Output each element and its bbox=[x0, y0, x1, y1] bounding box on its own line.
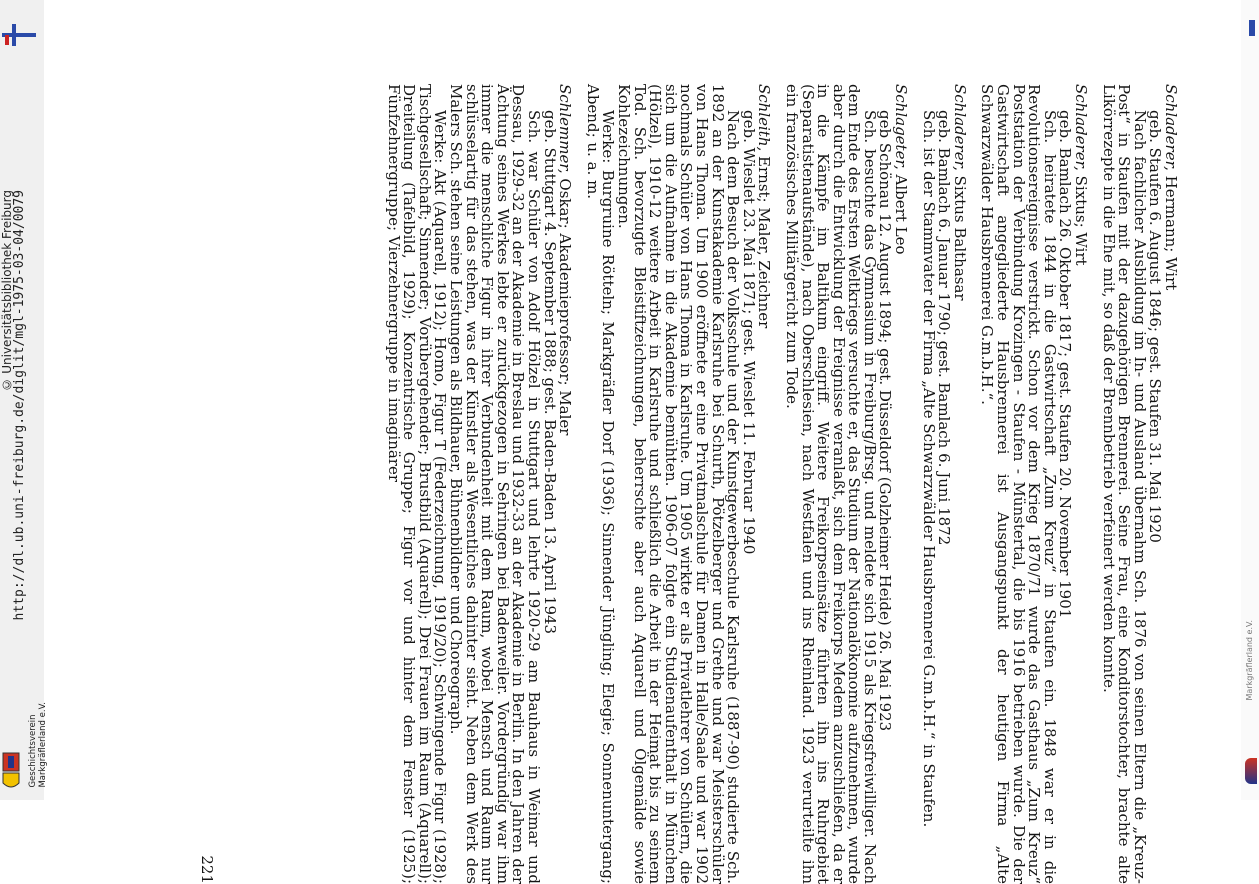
biography-entry bbox=[583, 84, 774, 884]
biography-entry bbox=[1100, 84, 1178, 884]
edge-marker-icon bbox=[1249, 20, 1255, 36]
entry-name: Schladerer, bbox=[1072, 84, 1091, 171]
entry-role: Ernst; Maler, Zeichner bbox=[755, 151, 774, 329]
society-crest-icon bbox=[2, 752, 20, 792]
edge-crest-icon bbox=[1245, 758, 1257, 784]
biography-entry bbox=[384, 84, 575, 884]
document-url[interactable]: http://dl.ub.uni-freiburg.de/diglit/mgl-1975-03-04/0079 bbox=[12, 190, 27, 621]
biography-entries bbox=[385, 84, 1178, 884]
society-name bbox=[28, 702, 48, 788]
entry-role: Sixtus; Wirt bbox=[1072, 170, 1091, 266]
page-number: 221 bbox=[197, 855, 216, 884]
viewer-sidebar bbox=[0, 0, 48, 800]
entry-role: Sixtus Balthasar bbox=[950, 170, 969, 301]
right-edge bbox=[1241, 0, 1259, 800]
entry-name: Schladerer, bbox=[950, 84, 969, 171]
entry-role: Hermann; Wirt bbox=[1162, 170, 1180, 291]
entry-paragraph: Nach dem Besuch der Volksschule und der Kunstgewerbeschule Karlsruhe (1887-90) studierte Sch. 1892 an der Kunstakademie Karlsruhe bei Schurth, Pötzelberger und Grethe und war Meisterschüler von Hans Thoma. Um 1900 eröffnete er eine Privatmalschule für Damen in Halle/Saale und war 1902 nochmals Schüler von Hans Thoma in Karlsruhe. Um 1905 wirkte er als Privatlehrer von Schülern, die sich um die Aufnahme in die Akademie bemühten. 1906-07 folgte ein Studienaufenthalt in München (Hölzel), 1910-12 weitere Arbeit in Karlsruhe und schließlich die Arbeit in der Heimat bis zu seinem Tod. Sch. bevorzugte Bleistiftzeichnungen, beherrschte aber auch Aquarell und Ölgemälde sowie Kohlezeichnungen. bbox=[615, 84, 743, 884]
entry-heading bbox=[557, 84, 573, 884]
copyright-notice: © Universitätsbibliothek Freiburg bbox=[0, 190, 14, 392]
society-line-1: Geschichtsverein bbox=[28, 714, 38, 788]
entry-paragraph: Sch. besuchte das Gymnasium in Freiburg/Brsg. und meldete sich 1915 als Kriegsfreiwilliger. Nach dem Ende des Ersten Weltkriegs versuchte er, das Studium der Nationalökonomie aufzunehmen, wurde aber durch die Entwicklung der Ereignisse veranlaßt, sich dem Freikorps Medem anzuschließen, da er in die Kämpfe im Baltikum eingriff. Weitere Freikorpseinsätze führten ihn ins Ruhrgebiet (Separatistenaufstände), nach Oberschlesien, nach Westfalen und ins Rheinland. 1923 verurteilte ihn ein französisches Militärgericht zum Tode. bbox=[782, 84, 879, 884]
entry-paragraph: Sch. heiratete 1844 in die Gastwirtschaft „Zum Kreuz“ in Staufen ein. 1848 war er in die Revolutionsereignisse verstrickt. Schon vor dem Krieg 1870/71 wurde das Gasthaus „Zum Kreuz“ Poststation der Verbindung Krozingen - Staufen - Münstertal, die bis 1916 betrieben wurde. Die der Gastwirtschaft angegliederte Hausbrennerei ist Ausgangspunkt der heutigen Firma „Alte Schwarzwälder Hausbrennerei G.m.b.H.“. bbox=[978, 84, 1059, 884]
entry-heading bbox=[1072, 84, 1091, 884]
society-line-2: Markgräflerland e.V. bbox=[38, 702, 48, 788]
entry-paragraph: Sch. ist der Stammvater der Firma „Alte Schwarzwälder Hausbrennerei G.m.b.H.“ in Staufen. bbox=[919, 110, 938, 828]
entry-paragraph: Sch. war Schüler von Adolf Hölzel in Stuttgart und lehrte 1920-29 am Bauhaus in Weimar und Dessau, 1929-32 an der Akademie in Breslau und 1932-33 an der Akademie in Berlin. In den Jahren der Ächtung seines Werkes lebte er zurückgezogen in Sehringen bei Badenweiler. Vordergründig war ihm immer die menschliche Figur in ihrer Verbundenheit mit dem Raum, wobei Mensch und Raum nur schlüsselartig für das stehen, was der Künstler als Wesentliches dahinter sieht. Neben dem Werk des Malers Sch. stehen seine Leistungen als Bildhauer, Bühnenbildner und Choreograph. bbox=[447, 84, 544, 884]
right-edge-label: Markgräflerland e.V. bbox=[1245, 620, 1254, 701]
entry-name: Schlemmer, bbox=[556, 84, 575, 174]
entry-life-dates: geb. Wieslet 23. Mai 1871; gest. Wieslet 11. Februar 1940 bbox=[739, 110, 758, 555]
entry-life-dates: geb. Stuttgart 4. September 1888; gest. Baden-Baden 13. April 1943 bbox=[540, 110, 559, 635]
entry-role: Oskar; Akademieprofessor; Maler bbox=[556, 173, 575, 436]
entry-name: Schladerer, bbox=[1162, 84, 1180, 171]
entry-life-dates: geb Schönau 12. August 1894; gest. Düsseldorf (Golzheimer Heide) 26. Mai 1923 bbox=[876, 110, 895, 732]
entry-heading bbox=[756, 84, 772, 884]
biography-entry bbox=[978, 84, 1091, 884]
entry-name: Schlageter, bbox=[892, 84, 911, 170]
entry-paragraph: Nach fachlicher Ausbildung im In- und Ausland übernahm Sch. 1876 von seinen Eltern die „Kreuz-Post“ in Staufen mit der dazugehörigen Brennerei. Seine Frau, eine Konditorstochter, brachte alte Likörrezepte in die Ehe mit, so daß der Brennbetrieb verfeinert werden konnte. bbox=[1099, 84, 1149, 884]
entry-life-dates: geb. Bamlach 26. Oktober 1817; gest. Staufen 20. November 1901 bbox=[1056, 110, 1075, 619]
entry-heading bbox=[1162, 84, 1178, 884]
biography-entry bbox=[920, 84, 967, 884]
entry-heading bbox=[893, 84, 909, 884]
navigation-icon[interactable] bbox=[2, 22, 36, 48]
book-page bbox=[198, 84, 1178, 884]
biography-entry bbox=[782, 84, 911, 884]
entry-paragraph: Werke: Burgruine Rötteln; Markgräfler Dorf (1936); Sinnender Jüngling; Elegie; Sonnenuntergang; Abend; u. a. m. bbox=[583, 84, 618, 884]
entry-name: Schleith, bbox=[755, 84, 774, 152]
entry-life-dates: geb. Bamlach 6. Januar 1790; gest. Bamlach 6. Juni 1872 bbox=[935, 110, 954, 546]
entry-paragraph: Werke: Akt (Aquarell, 1912); Homo, Figur T (Federzeichnung, 1919/20); Schwingende Figur (1928); Tischgesellschaft; Sinnender; Vorübergehender; Brustbild (Aquarell); Drei Frauen im Raum (Aquarell); Dreiteilung (Tafelbild, 1929); Konzentrische Gruppe; Figur vor und hinter dem Fenster (1925); Fünfzehnergruppe; Vierzehnergruppe in imaginärer bbox=[384, 84, 450, 884]
entry-heading bbox=[951, 84, 967, 884]
entry-role: Albert Leo bbox=[892, 169, 911, 255]
entry-life-dates: geb. Staufen 6. August 1846; gest. Staufen 31. Mai 1920 bbox=[1146, 110, 1165, 543]
